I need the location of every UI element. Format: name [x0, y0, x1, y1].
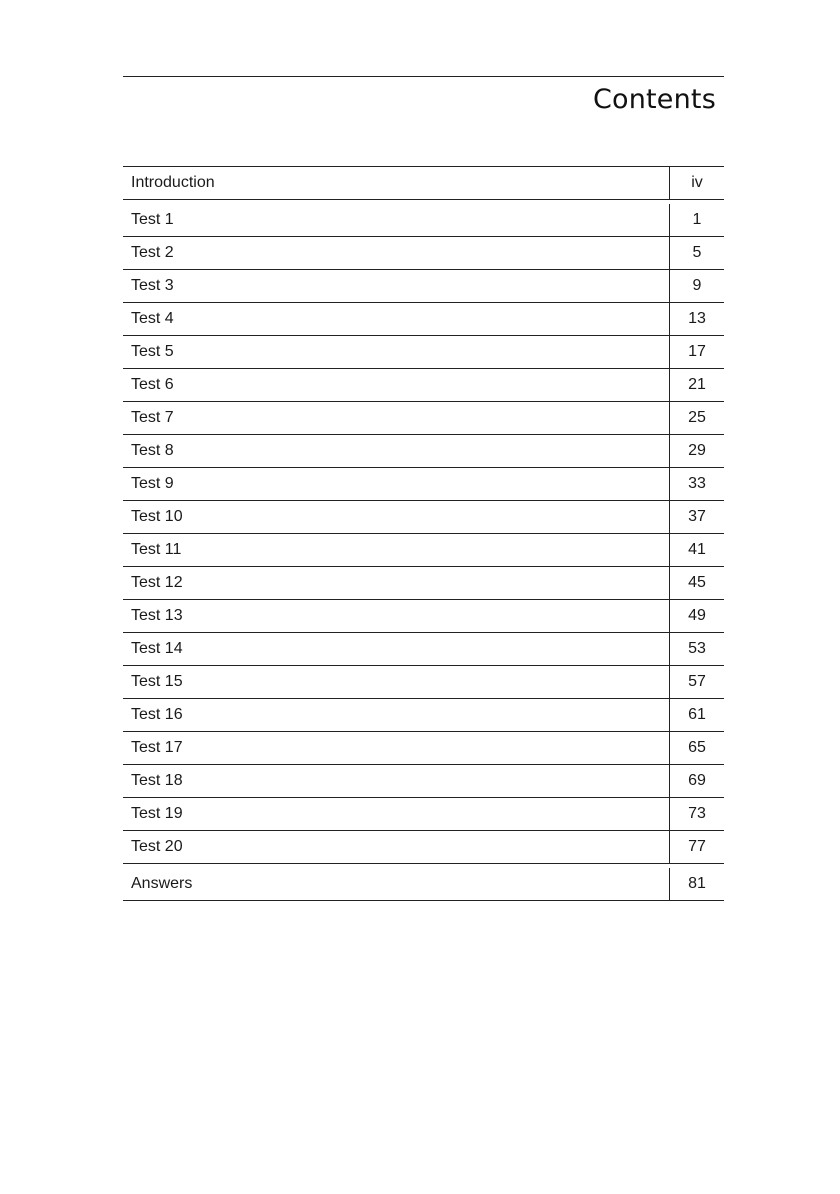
toc-row-test[interactable]	[123, 402, 724, 435]
toc-entry-label: Test 8	[131, 442, 174, 459]
toc-row-test[interactable]	[123, 831, 724, 864]
toc-row-test[interactable]	[123, 765, 724, 798]
toc-page-number: 1	[669, 204, 724, 236]
toc-entry-label: Test 6	[131, 376, 174, 393]
toc-tests-list	[123, 204, 724, 864]
toc-row-answers[interactable]	[123, 868, 724, 901]
toc-row-test[interactable]	[123, 567, 724, 600]
toc-page-number: 17	[669, 336, 724, 368]
toc-entry-label: Test 17	[131, 739, 183, 756]
toc-page-number: 73	[669, 798, 724, 830]
toc-entry-label: Test 5	[131, 343, 174, 360]
toc-entry-label: Test 1	[131, 211, 174, 228]
page-title: Contents	[592, 84, 716, 115]
toc-row-test[interactable]	[123, 600, 724, 633]
toc-entry-label: Test 2	[131, 244, 174, 261]
toc-row-test[interactable]	[123, 633, 724, 666]
toc-row-test[interactable]	[123, 666, 724, 699]
toc-page-number: 21	[669, 369, 724, 401]
toc-entry-label: Answers	[131, 875, 193, 892]
toc-page-number: 69	[669, 765, 724, 797]
toc-row-test[interactable]	[123, 468, 724, 501]
toc-row-test[interactable]	[123, 699, 724, 732]
toc-page-number: 33	[669, 468, 724, 500]
toc-row-introduction[interactable]	[123, 167, 724, 200]
toc-page-number: 81	[669, 868, 724, 900]
toc-page-number: 37	[669, 501, 724, 533]
toc-entry-label: Test 7	[131, 409, 174, 426]
toc-page-number: 9	[669, 270, 724, 302]
toc-entry-label: Test 12	[131, 574, 183, 591]
toc-page-number: 25	[669, 402, 724, 434]
toc-page-number: 13	[669, 303, 724, 335]
toc-page-number: iv	[669, 167, 724, 199]
toc-entry-label: Test 18	[131, 772, 183, 789]
toc-entry-label: Test 10	[131, 508, 183, 525]
toc-page-number: 5	[669, 237, 724, 269]
toc-entry-label: Test 9	[131, 475, 174, 492]
toc-page-number: 41	[669, 534, 724, 566]
toc-row-test[interactable]	[123, 336, 724, 369]
table-of-contents	[123, 166, 724, 901]
toc-entry-label: Introduction	[131, 174, 215, 191]
toc-page-number: 45	[669, 567, 724, 599]
toc-row-test[interactable]	[123, 303, 724, 336]
toc-row-test[interactable]	[123, 732, 724, 765]
toc-entry-label: Test 14	[131, 640, 183, 657]
toc-row-test[interactable]	[123, 534, 724, 567]
toc-page-number: 29	[669, 435, 724, 467]
toc-row-test[interactable]	[123, 204, 724, 237]
toc-row-test[interactable]	[123, 501, 724, 534]
toc-row-test[interactable]	[123, 369, 724, 402]
toc-entry-label: Test 20	[131, 838, 183, 855]
toc-entry-label: Test 4	[131, 310, 174, 327]
toc-page-number: 65	[669, 732, 724, 764]
toc-entry-label: Test 11	[131, 541, 182, 558]
toc-page-number: 49	[669, 600, 724, 632]
toc-row-test[interactable]	[123, 798, 724, 831]
toc-row-test[interactable]	[123, 237, 724, 270]
toc-page-number: 61	[669, 699, 724, 731]
toc-entry-label: Test 19	[131, 805, 183, 822]
toc-row-test[interactable]	[123, 435, 724, 468]
toc-entry-label: Test 16	[131, 706, 183, 723]
toc-entry-label: Test 3	[131, 277, 174, 294]
toc-row-test[interactable]	[123, 270, 724, 303]
toc-page-number: 57	[669, 666, 724, 698]
toc-page-number: 53	[669, 633, 724, 665]
toc-entry-label: Test 13	[131, 607, 183, 624]
toc-page-number: 77	[669, 831, 724, 863]
top-rule	[123, 76, 724, 77]
toc-entry-label: Test 15	[131, 673, 183, 690]
